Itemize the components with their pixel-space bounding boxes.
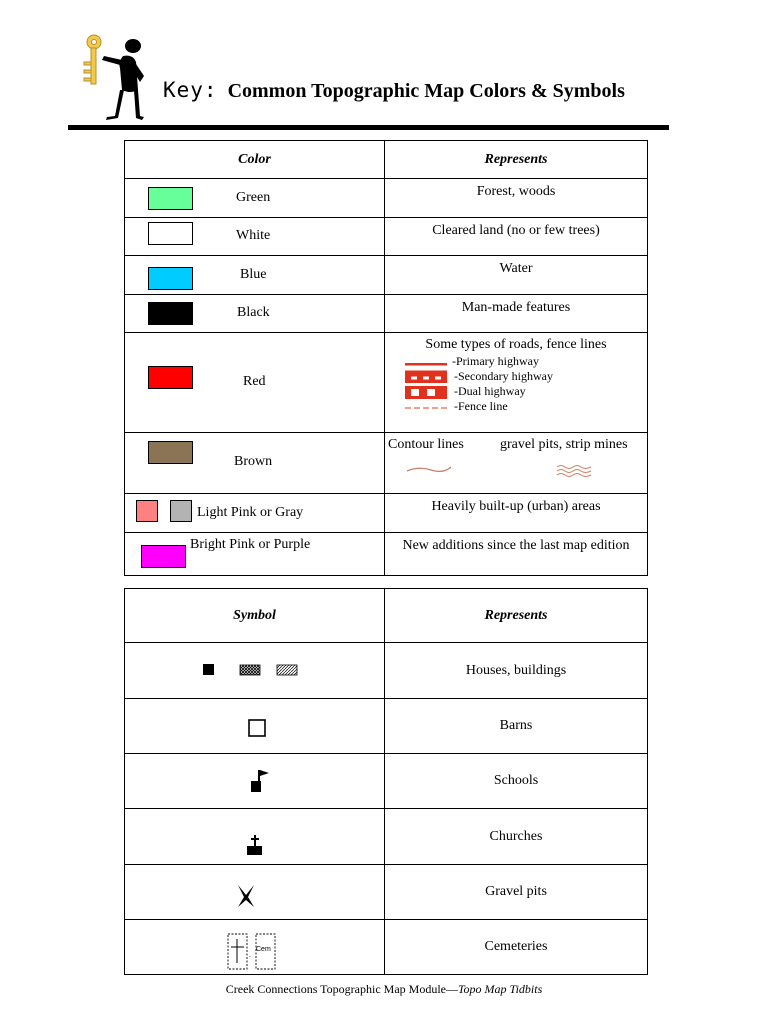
symbol-cell	[125, 699, 385, 754]
color-name: Blue	[240, 267, 267, 282]
color-cell	[125, 179, 385, 218]
table-row	[125, 295, 648, 333]
represents-cell: Gravel pits	[385, 865, 648, 920]
blue-swatch	[148, 267, 193, 290]
table-row	[125, 865, 648, 920]
table-row	[125, 256, 648, 295]
light-pink-swatch	[136, 500, 158, 522]
represents-cell	[385, 333, 648, 433]
black-swatch	[148, 302, 193, 325]
roads-text: Some types of roads, fence lines	[425, 337, 607, 352]
color-table	[124, 140, 648, 576]
table-row	[125, 809, 648, 865]
footer	[0, 982, 768, 997]
color-cell	[125, 333, 385, 433]
fence-line-icon	[405, 405, 447, 411]
represents-cell: Man-made features	[385, 295, 648, 333]
represents-cell: Houses, buildings	[385, 643, 648, 699]
color-name: Brown	[234, 454, 273, 469]
gravel-pits-text: gravel pits, strip mines	[500, 437, 628, 452]
color-name: Light Pink or Gray	[197, 505, 304, 520]
table-row	[125, 643, 648, 699]
symbol-cell	[125, 865, 385, 920]
cemetery-label: Cem	[256, 946, 271, 953]
svg-text:-: -	[249, 954, 251, 960]
color-header: Color	[125, 141, 385, 179]
represents-cell: Heavily built-up (urban) areas	[385, 494, 648, 533]
color-name: Red	[243, 374, 266, 389]
symbol-cell	[125, 920, 385, 975]
footer-italic: Topo Map Tidbits	[457, 982, 543, 996]
symbol-cell	[125, 809, 385, 865]
dual-highway-icon	[405, 386, 447, 399]
table-row	[125, 754, 648, 809]
green-swatch	[148, 187, 193, 210]
red-swatch	[148, 366, 193, 389]
represents-cell: Water	[385, 256, 648, 295]
title-text: Common Topographic Map Colors & Symbols	[227, 80, 625, 102]
table-row	[125, 699, 648, 754]
white-swatch	[148, 222, 193, 245]
key-figure-logo	[78, 32, 148, 124]
cemetery-icon	[227, 933, 279, 971]
table-row	[125, 333, 648, 433]
primary-highway-icon	[405, 363, 447, 373]
brown-swatch	[148, 441, 193, 464]
page-title	[163, 78, 625, 103]
barn-icon	[248, 719, 266, 737]
represents-cell: Cleared land (no or few trees)	[385, 218, 648, 256]
represents-cell: Schools	[385, 754, 648, 809]
key-label: Key:	[163, 78, 218, 102]
secondary-highway-icon	[405, 373, 447, 383]
gravel-pit-icon	[235, 883, 257, 909]
table-row	[125, 533, 648, 576]
legend-primary: -Primary highway	[452, 354, 539, 368]
contour-lines-text: Contour lines	[388, 437, 464, 452]
header-rule	[68, 125, 669, 130]
color-name: White	[236, 228, 271, 243]
color-cell	[125, 295, 385, 333]
color-name: Black	[237, 305, 270, 320]
represents-cell: New additions since the last map edition	[385, 533, 648, 576]
table-row	[125, 494, 648, 533]
color-name: Green	[236, 190, 271, 205]
color-cell	[125, 433, 385, 494]
table-row	[125, 433, 648, 494]
represents-cell: Barns	[385, 699, 648, 754]
footer-text: Creek Connections Topographic Map Module—	[225, 982, 458, 996]
bright-pink-swatch	[141, 545, 186, 568]
color-cell	[125, 494, 385, 533]
color-cell	[125, 533, 385, 576]
symbol-header: Symbol	[125, 589, 385, 643]
symbol-cell	[125, 754, 385, 809]
houses-buildings-icon	[201, 663, 301, 677]
school-icon	[249, 768, 271, 794]
contour-line-icon	[407, 464, 451, 474]
church-icon	[245, 834, 265, 856]
table-row	[125, 920, 648, 975]
represents-cell	[385, 433, 648, 494]
strip-mine-icon	[555, 463, 593, 479]
key-icon	[84, 35, 101, 84]
symbol-cell	[125, 643, 385, 699]
color-cell	[125, 218, 385, 256]
legend-secondary: -Secondary highway	[454, 369, 553, 383]
legend-dual: -Dual highway	[454, 384, 526, 398]
represents-header: Represents	[385, 141, 648, 179]
color-name: Bright Pink or Purple	[190, 537, 311, 552]
color-cell	[125, 256, 385, 295]
table-row	[125, 218, 648, 256]
gray-swatch	[170, 500, 192, 522]
table-row	[125, 179, 648, 218]
represents-cell: Cemeteries	[385, 920, 648, 975]
represents-header: Represents	[385, 589, 648, 643]
represents-cell: Forest, woods	[385, 179, 648, 218]
legend-fence: -Fence line	[454, 399, 508, 413]
represents-cell: Churches	[385, 809, 648, 865]
symbol-table	[124, 588, 648, 975]
